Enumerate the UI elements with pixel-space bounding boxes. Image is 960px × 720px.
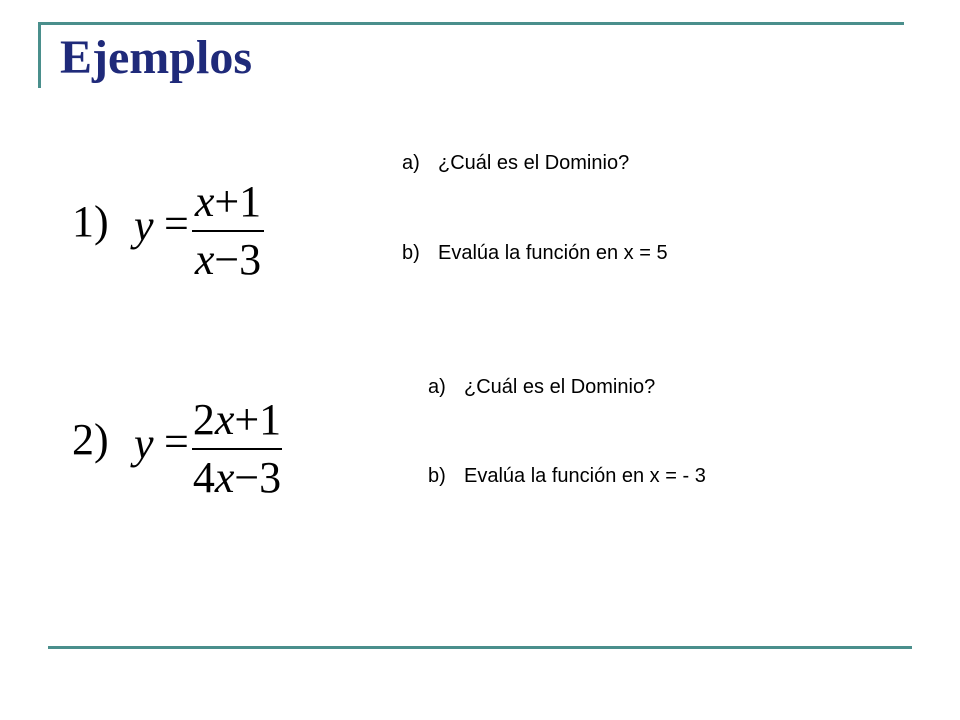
equation-1-lhs: y	[134, 201, 154, 250]
frame-top-line	[38, 22, 904, 25]
fraction-bar	[192, 448, 282, 450]
frame-bottom-line	[48, 646, 912, 649]
equation-2-numerator: 2x+1	[192, 395, 282, 444]
equation-1-fraction	[192, 177, 264, 284]
frame-left-line	[38, 22, 41, 88]
question-1b: b) Evalúa la función en x = 5	[402, 242, 668, 264]
equation-2-fraction	[192, 395, 282, 502]
equation-1-number: 1)	[72, 197, 109, 246]
question-1a: a) ¿Cuál es el Dominio?	[402, 152, 630, 174]
equation-2-lhs: y	[134, 419, 154, 468]
equation-2-equals: =	[164, 417, 189, 466]
equation-1-equals: =	[164, 199, 189, 248]
equation-1-denominator: x−3	[194, 235, 262, 284]
equation-1-numerator: x+1	[194, 177, 262, 226]
question-2a: a) ¿Cuál es el Dominio?	[428, 376, 656, 398]
slide-title: Ejemplos	[60, 31, 252, 84]
question-2b: b) Evalúa la función en x = - 3	[428, 465, 706, 487]
equation-2-number: 2)	[72, 415, 109, 464]
fraction-bar	[192, 230, 264, 232]
equation-2-denominator: 4x−3	[192, 453, 282, 502]
